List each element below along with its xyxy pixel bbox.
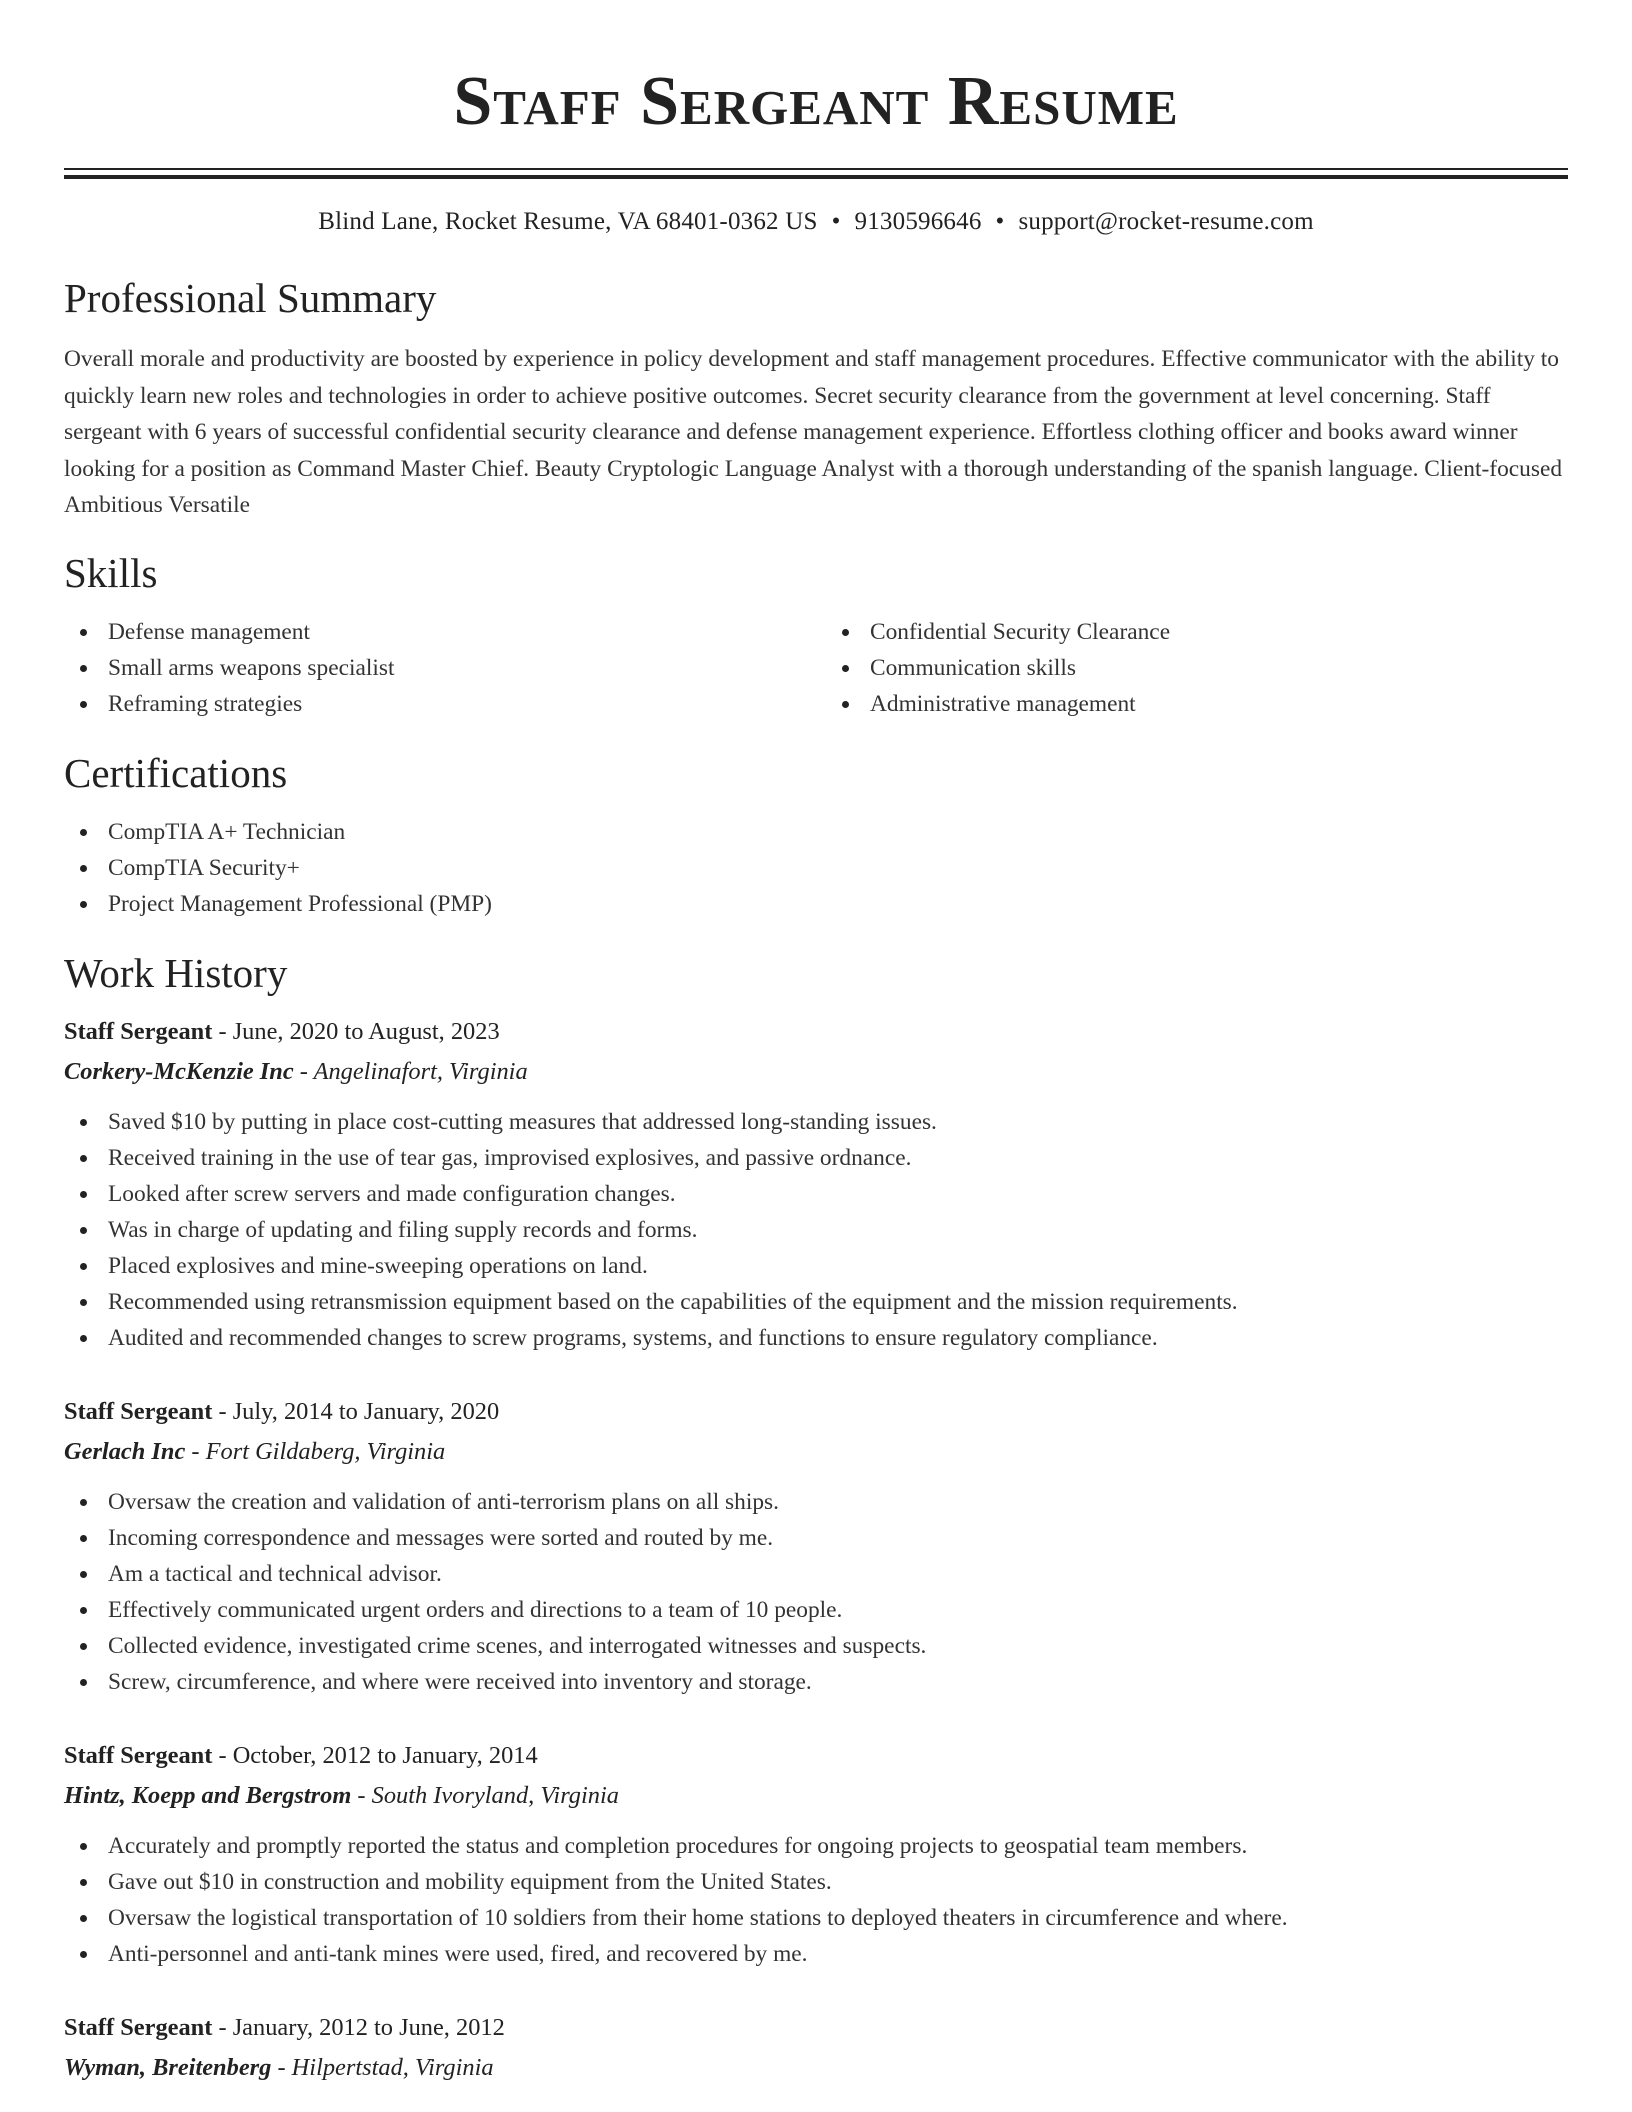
skills-list-right <box>826 614 1568 722</box>
contact-address: Blind Lane, Rocket Resume, VA 68401-0362 US <box>318 208 818 235</box>
header-rule-thick <box>64 175 1568 179</box>
job-location: Angelinafort, Virginia <box>313 1057 528 1085</box>
job-company-line <box>64 2048 1568 2088</box>
job-dates: July, 2014 to January, 2020 <box>232 1397 500 1425</box>
work-history-list <box>64 1012 1568 2088</box>
job-title: Staff Sergeant <box>64 1741 213 1769</box>
job-bullet: Audited and recommended changes to screw programs, systems, and functions to ensure regulatory compliance. <box>64 1320 1568 1356</box>
job-dates: June, 2020 to August, 2023 <box>232 1017 500 1045</box>
certifications-list <box>64 814 1568 922</box>
job-company: Hintz, Koepp and Bergstrom <box>64 1781 352 1809</box>
job-company-line <box>64 1432 1568 1472</box>
certification-item: Project Management Professional (PMP) <box>64 886 1568 922</box>
job-location: South Ivoryland, Virginia <box>371 1781 619 1809</box>
job-bullet: Collected evidence, investigated crime scenes, and interrogated witnesses and suspects. <box>64 1628 1568 1664</box>
job-dash: - <box>351 1781 372 1809</box>
job-company: Gerlach Inc <box>64 1437 186 1465</box>
job-title-line <box>64 1736 1568 1776</box>
job-entry <box>64 1736 1568 1972</box>
job-dates: October, 2012 to January, 2014 <box>232 1741 538 1769</box>
contact-line <box>64 205 1568 239</box>
contact-separator: • <box>995 208 1005 235</box>
job-company: Corkery-McKenzie Inc <box>64 1057 294 1085</box>
job-dash: - <box>212 2013 233 2041</box>
job-title: Staff Sergeant <box>64 1017 213 1045</box>
skill-item: Communication skills <box>826 650 1568 686</box>
certification-item: CompTIA A+ Technician <box>64 814 1568 850</box>
job-title-line <box>64 1392 1568 1432</box>
contact-email: support@rocket-resume.com <box>1018 208 1314 235</box>
job-company-line <box>64 1052 1568 1092</box>
skill-item: Reframing strategies <box>64 686 806 722</box>
job-bullet: Gave out $10 in construction and mobility equipment from the United States. <box>64 1864 1568 1900</box>
job-bullet: Placed explosives and mine-sweeping operations on land. <box>64 1248 1568 1284</box>
summary-text: Overall morale and productivity are boosted by experience in policy development and staff management procedures. Effective communicator with the ability to quickly learn new roles and technologies in order to achieve positive outcomes. Secret security clearance from the government at level concerning. Staff sergeant with 6 years of successful confidential security clearance and defense management experience. Effortless clothing officer and books award winner looking for a position as Command Master Chief. Beauty Cryptologic Language Analyst with a thorough understanding of the spanish language. Client-focused Ambitious Versatile <box>64 346 1563 519</box>
job-dash: - <box>212 1397 233 1425</box>
job-bullet: Effectively communicated urgent orders and directions to a team of 10 people. <box>64 1592 1568 1628</box>
job-entry <box>64 1012 1568 1356</box>
skills-list-left <box>64 614 806 722</box>
job-bullet: Received training in the use of tear gas, improvised explosives, and passive ordnance. <box>64 1140 1568 1176</box>
resume-page <box>64 0 1568 2088</box>
job-dash: - <box>271 2053 292 2081</box>
job-location: Fort Gildaberg, Virginia <box>205 1437 446 1465</box>
job-bullet: Was in charge of updating and filing supply records and forms. <box>64 1212 1568 1248</box>
job-dash: - <box>212 1741 233 1769</box>
job-dash: - <box>212 1017 233 1045</box>
job-dash: - <box>293 1057 314 1085</box>
job-bullet: Looked after screw servers and made configuration changes. <box>64 1176 1568 1212</box>
job-title: Staff Sergeant <box>64 2013 213 2041</box>
job-bullet: Saved $10 by putting in place cost-cutting measures that addressed long-standing issues. <box>64 1104 1568 1140</box>
skill-item: Administrative management <box>826 686 1568 722</box>
job-company: Wyman, Breitenberg <box>64 2053 272 2081</box>
job-title-line <box>64 2008 1568 2048</box>
resume-title: Staff Sergeant Resume <box>453 63 1179 140</box>
work-history-heading: Work History <box>64 949 288 996</box>
job-bullet: Oversaw the creation and validation of anti-terrorism plans on all ships. <box>64 1484 1568 1520</box>
job-bullet: Am a tactical and technical advisor. <box>64 1556 1568 1592</box>
skills-heading: Skills <box>64 549 158 596</box>
job-dash: - <box>185 1437 206 1465</box>
job-title-line <box>64 1012 1568 1052</box>
job-bullets <box>64 1104 1568 1356</box>
skill-item: Confidential Security Clearance <box>826 614 1568 650</box>
job-entry <box>64 2008 1568 2088</box>
certifications-heading: Certifications <box>64 749 288 796</box>
job-bullets <box>64 1484 1568 1700</box>
certification-item: CompTIA Security+ <box>64 850 1568 886</box>
job-bullet: Recommended using retransmission equipment based on the capabilities of the equipment and the mission requirements. <box>64 1284 1568 1320</box>
header-rule-thin <box>64 168 1568 170</box>
contact-phone: 9130596646 <box>854 208 982 235</box>
job-dates: January, 2012 to June, 2012 <box>232 2013 505 2041</box>
job-bullet: Anti-personnel and anti-tank mines were used, fired, and recovered by me. <box>64 1936 1568 1972</box>
job-company-line <box>64 1776 1568 1816</box>
job-bullet: Incoming correspondence and messages were sorted and routed by me. <box>64 1520 1568 1556</box>
contact-separator: • <box>831 208 841 235</box>
job-bullet: Accurately and promptly reported the status and completion procedures for ongoing projects to geospatial team members. <box>64 1828 1568 1864</box>
skills-grid <box>64 614 1568 722</box>
job-entry <box>64 1392 1568 1700</box>
job-bullet: Screw, circumference, and where were received into inventory and storage. <box>64 1664 1568 1700</box>
job-location: Hilpertstad, Virginia <box>291 2053 494 2081</box>
job-title: Staff Sergeant <box>64 1397 213 1425</box>
job-bullet: Oversaw the logistical transportation of 10 soldiers from their home stations to deployed theaters in circumference and where. <box>64 1900 1568 1936</box>
skill-item: Defense management <box>64 614 806 650</box>
job-bullets <box>64 1828 1568 1972</box>
summary-heading: Professional Summary <box>64 275 437 321</box>
skill-item: Small arms weapons specialist <box>64 650 806 686</box>
